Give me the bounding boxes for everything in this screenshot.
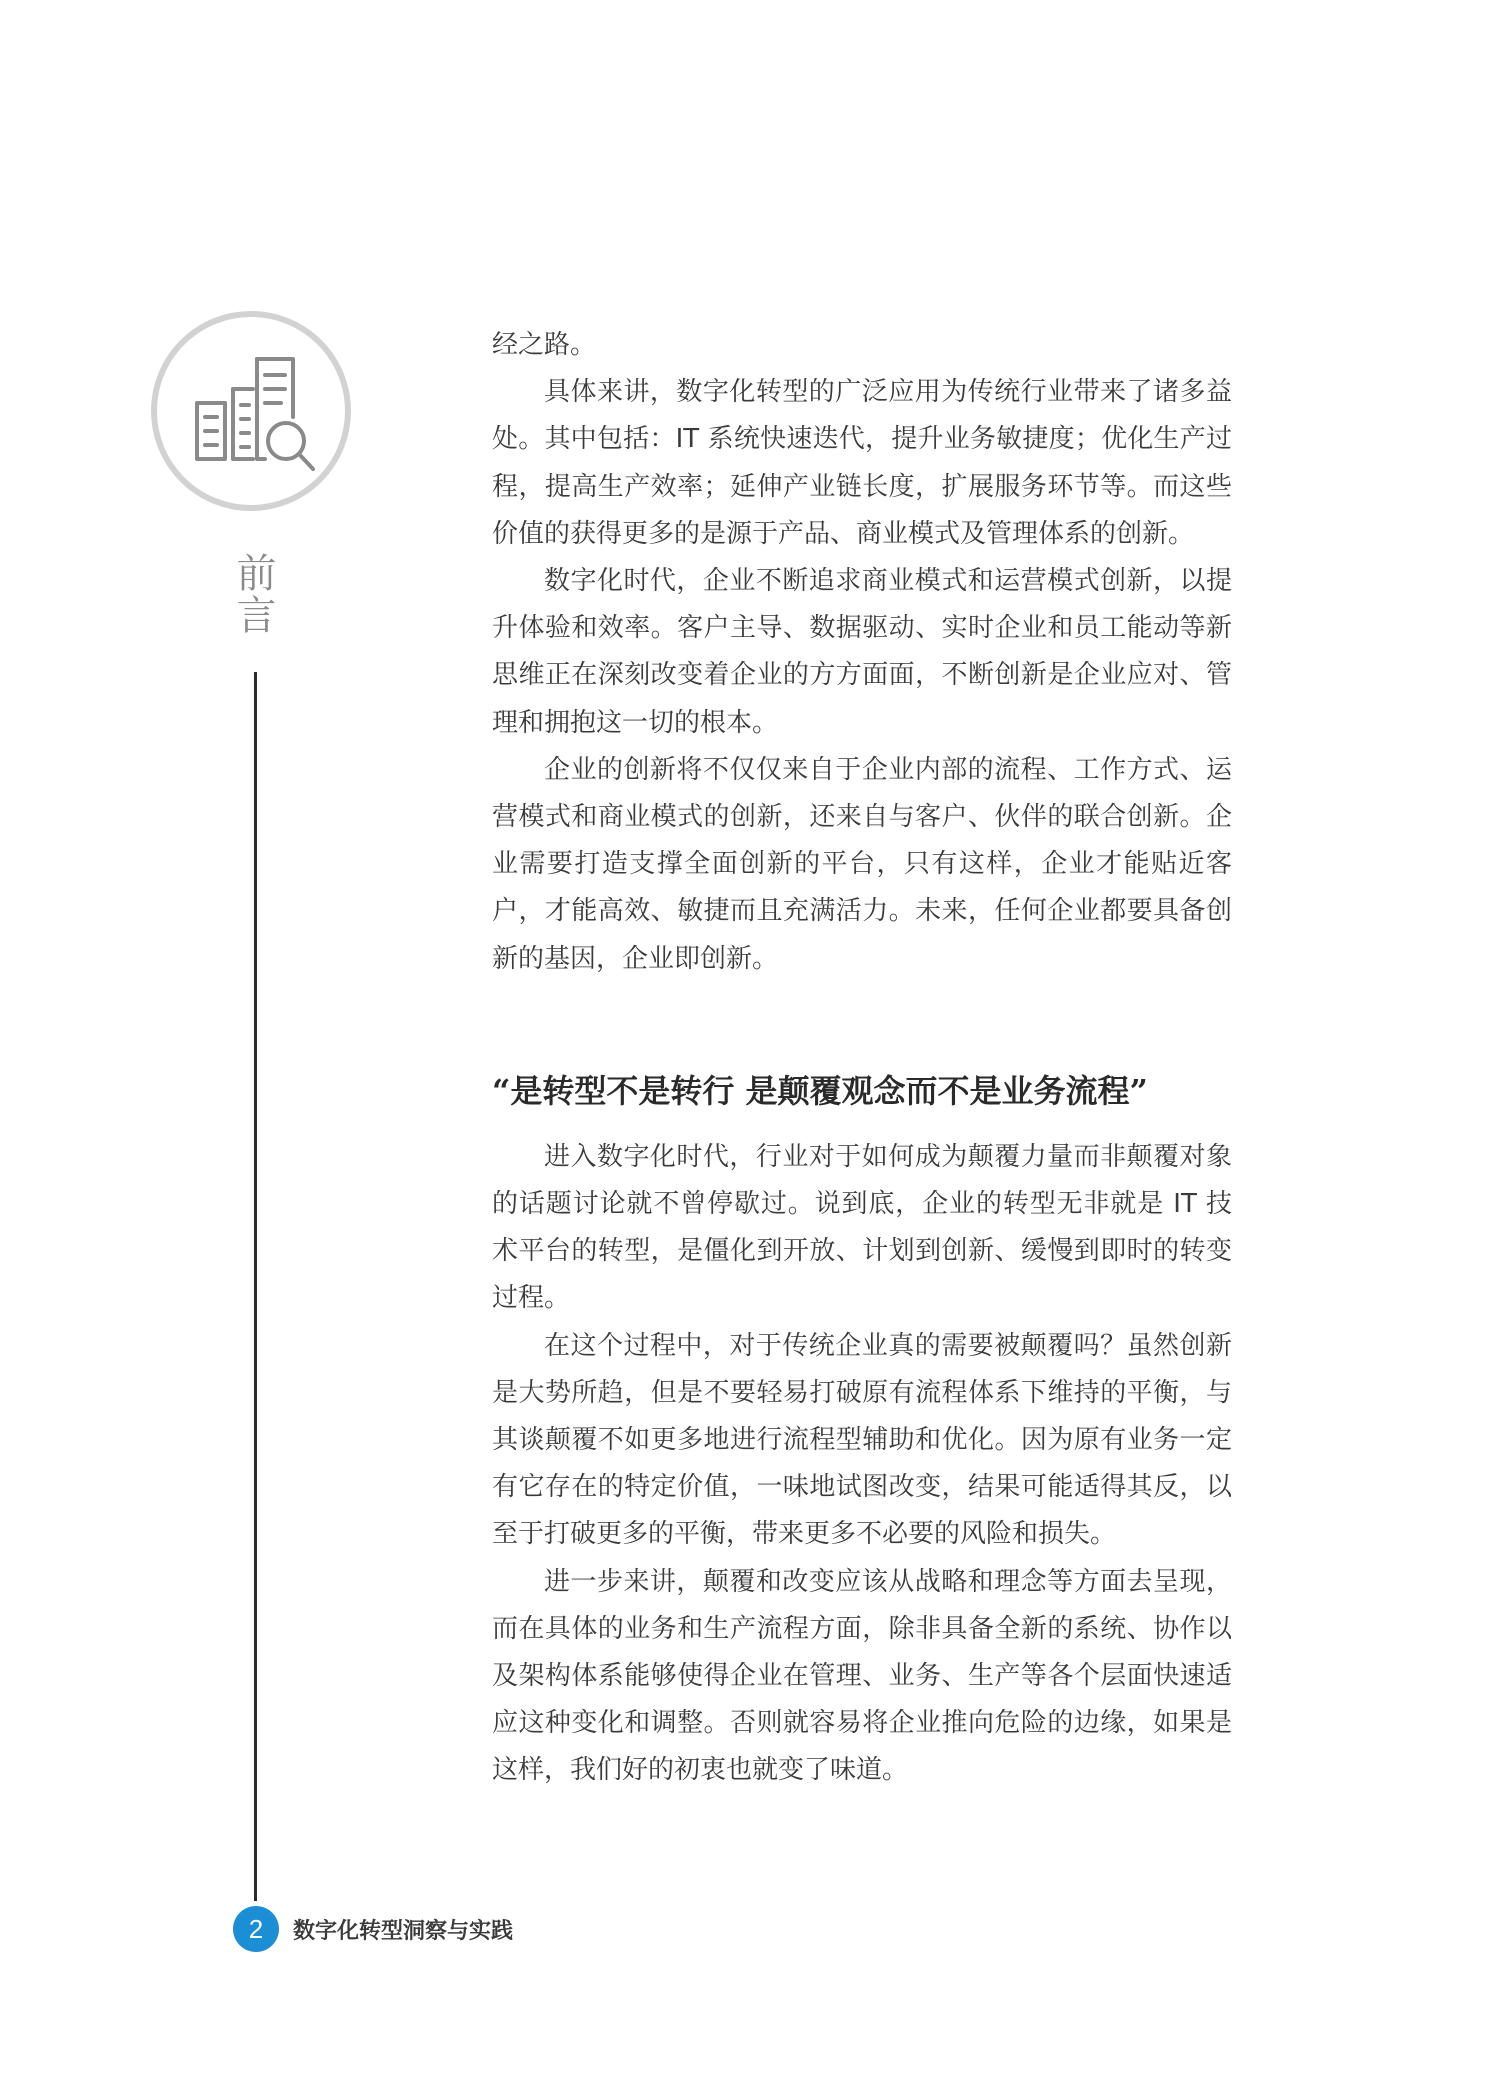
section-title: 前言 [230, 552, 276, 636]
paragraph-disruption: 进入数字化时代，行业对于如何成为颠覆力量而非颠覆对象的话题讨论就不曾停歇过。说到底，企业的转型无非就是 IT 技术平台的转型，是僵化到开放、计划到创新、缓慢到即时的转变过程。 [492, 1141, 1232, 1314]
main-content [492, 322, 1232, 1795]
quote-heading: “是转型不是转行 是颠覆观念而不是业务流程” [492, 1071, 1148, 1110]
paragraph-strategy: 进一步来讲，颠覆和改变应该从战略和理念等方面去呈现，而在具体的业务和生产流程方面，除非具备全新的系统、协作以及架构体系能够使得企业在管理、业务、生产等各个层面快速适应这种变化和调整。否则就容易将企业推向危险的边缘，如果是这样，我们好的初衷也就变了味道。 [492, 1566, 1232, 1786]
timeline-line [254, 672, 257, 1901]
paragraph-balance: 在这个过程中，对于传统企业真的需要被颠覆吗？虽然创新是大势所趋，但是不要轻易打破原有流程体系下维持的平衡，与其谈颠覆不如更多地进行流程型辅助和优化。因为原有业务一定有它存在的特定价值，一味地试图改变，结果可能适得其反，以至于打破更多的平衡，带来更多不必要的风险和损失。 [492, 1330, 1232, 1550]
page-number-badge: 2 [233, 1906, 279, 1952]
paragraph-continuation: 经之路。 [492, 330, 597, 360]
book-title: 数字化转型洞察与实践 [293, 1918, 514, 1944]
paragraph-benefits: 具体来讲，数字化转型的广泛应用为传统行业带来了诸多益处。其中包括：IT 系统快速迭代，提升业务敏捷度；优化生产过程，提高生产效率；延伸产业链长度，扩展服务环节等。而这些价值的获得更多的是源于产品、商业模式及管理体系的创新。 [492, 377, 1232, 549]
report-search-icon [191, 355, 321, 475]
paragraph-innovation: 企业的创新将不仅仅来自于企业内部的流程、工作方式、运营模式和商业模式的创新，还来自与客户、伙伴的联合创新。企业需要打造支撑全面创新的平台，只有这样，企业才能贴近客户，才能高效、敏捷而且充满活力。未来，任何企业都要具备创新的基因，企业即创新。 [492, 754, 1232, 974]
paragraph-digital-era: 数字化时代，企业不断追求商业模式和运营模式创新，以提升体验和效率。客户主导、数据驱动、实时企业和员工能动等新思维正在深刻改变着企业的方方面面，不断创新是企业应对、管理和拥抱这一切的根本。 [492, 566, 1232, 738]
page-footer [233, 1905, 513, 1953]
section-icon-badge [151, 311, 351, 511]
